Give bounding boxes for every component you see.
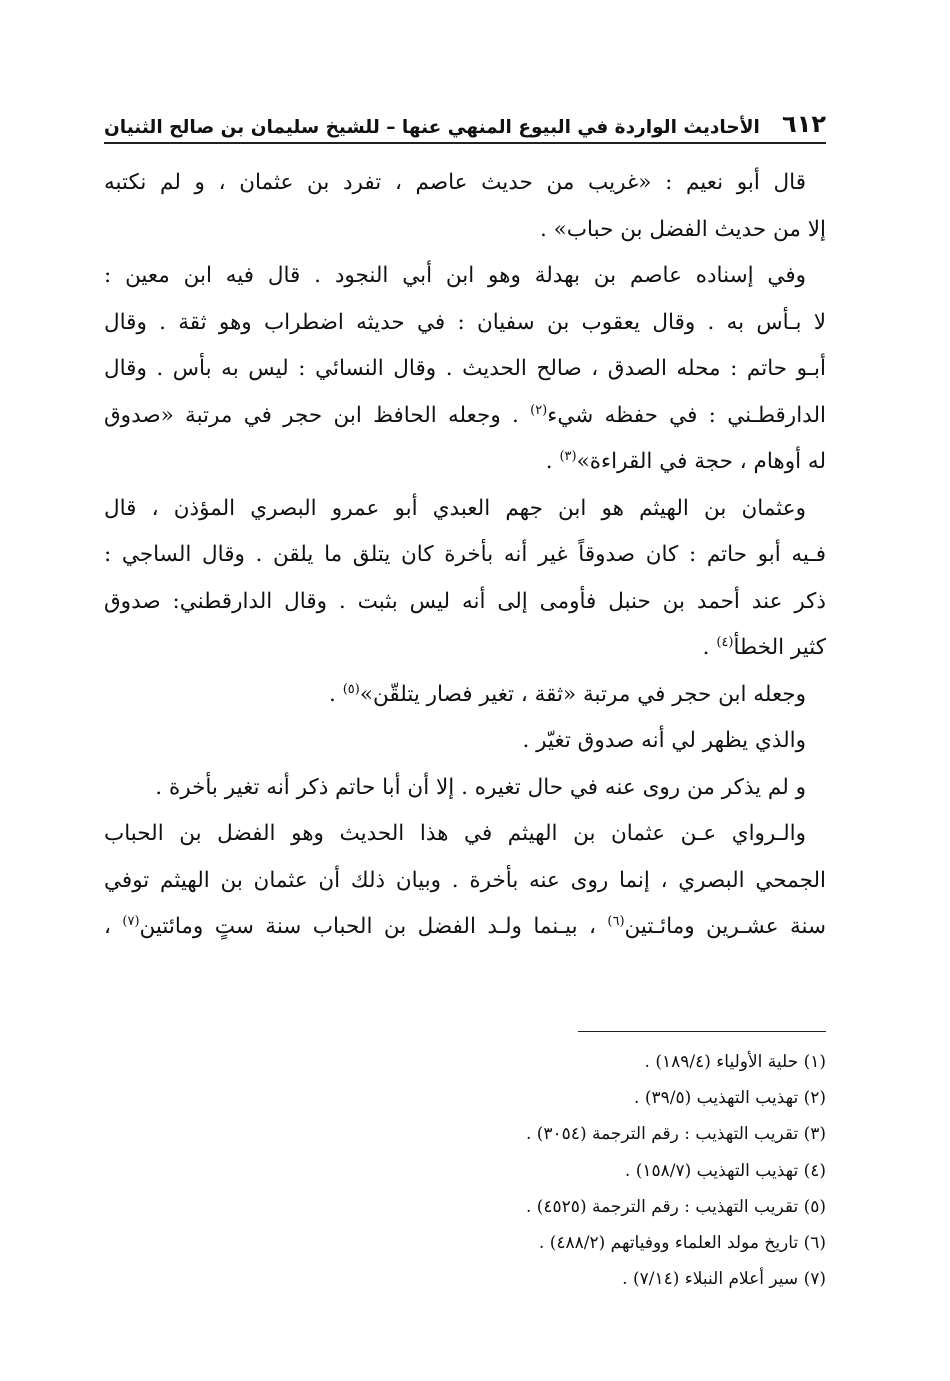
text-line [104,904,826,951]
running-header [104,108,826,144]
text-line: لا بـأس به . وقال يعقوب بن سفيان : في حديثه اضطراب وهو ثقة . وقال [104,309,826,335]
text-segment: وجعله ابن حجر في مرتبة «ثقة ، تغير فصار يتلقّن» [359,681,806,707]
text-line: و لم يذكر من روى عنه في حال تغيره . إلا أن أبا حاتم ذكر أنه تغير بأخرة . [155,774,806,800]
footnotes-list [126,1044,826,1297]
footnote-ref: (٤) [716,635,734,650]
text-segment: . وجعله الحافظ ابن حجر في مرتبة «صدوق [104,402,519,428]
text-segment: . [702,635,710,660]
text-segment: ، بيـنما ولـد الفضل بن الحباب سنة ستٍ ومائتين [139,914,596,939]
text-line: وفي إسناده عاصم بن بهدلة وهو ابن أبي النجود . قال فيه ابن معين : [104,263,806,288]
text-line: فـيه أبو حاتم : كان صدوقاً غير أنه بأخرة كان يتلق ما يلقن . وقال الساجي : [104,542,826,567]
text-line: والـرواي عـن عثمان بن الهيثم في هذا الحديث وهو الفضل بن الحباب [104,821,806,846]
footnote-item: (٤) تهذيب التهذيب (١٥٨/٧) . [624,1160,826,1181]
paragraph [104,160,826,253]
paragraph [104,718,826,765]
text-line: قال أبو نعيم : «غريب من حديث عاصم ، تفرد بن عثمان ، و لم نكتبه [104,170,806,195]
paragraph [104,486,826,672]
footnote-item: (٥) تقريب التهذيب : رقم الترجمة (٤٥٢٥) . [525,1196,826,1217]
footnote-ref: (٥) [342,681,360,697]
text-line: وعثمان بن الهيثم هو ابن جهم العبدي أبو عمرو البصري المؤذن ، قال [104,495,806,521]
footnote-item: (٣) تقريب التهذيب : رقم الترجمة (٣٠٥٤) . [525,1124,826,1145]
text-line [104,625,826,672]
text-line [104,672,826,719]
body-text [104,160,826,951]
paragraph [104,811,826,951]
page-number: ٦١٢ [782,110,826,138]
text-line: والذي يظهر لي أنه صدوق تغيّر . [522,728,806,753]
footnote-separator [578,1031,826,1032]
text-segment: الدارقطـني : في حفظه شيء [547,402,826,428]
footnote-item: (٢) تهذيب التهذيب (٣٩/٥) . [634,1088,826,1109]
footnote-item: (١) حلية الأولياء (١٨٩/٤) . [644,1052,826,1072]
text-line [104,393,826,440]
footnote-ref: (٦) [607,914,625,929]
text-segment: كثير الخطأ [733,635,826,660]
footnote-ref: (٣) [559,449,577,464]
paragraph [104,672,826,719]
text-segment: سنة عشـرين ومائـتين [624,914,826,939]
paragraph [104,253,826,486]
text-segment: له أوهام ، حجة في القراءة» [576,449,826,474]
text-line: ذكر عند أحمد بن حنبل فأومى إلى أنه ليس بثبت . وقال الدارقطني: صدوق [104,588,826,614]
footnote-item: (٧) سير أعلام النبلاء (٧/١٤) . [622,1269,826,1290]
running-title: الأحاديث الواردة في البيوع المنهي عنها – للشيخ سليمان بن صالح الثنيان [104,117,760,138]
text-segment: ، [104,914,111,939]
paragraph [104,765,826,812]
text-line: الجمحي البصري ، إنما روى عنه بأخرة . وبيان ذلك أن عثمان بن الهيثم توفي [104,867,826,893]
text-line [104,439,826,486]
footnote-item: (٦) تاريخ مولد العلماء ووفياتهم (٤٨٨/٢) . [538,1233,826,1254]
footnote-ref: (٢) [530,402,548,418]
text-segment: . [329,681,336,707]
text-line: إلا من حديث الفضل بن حباب» . [539,216,826,242]
footnote-ref: (٧) [122,914,140,929]
text-segment: . [545,449,553,474]
text-line: أبـو حاتم : محله الصدق ، صالح الحديث . وقال النسائي : ليس به بأس . وقال [104,356,826,381]
